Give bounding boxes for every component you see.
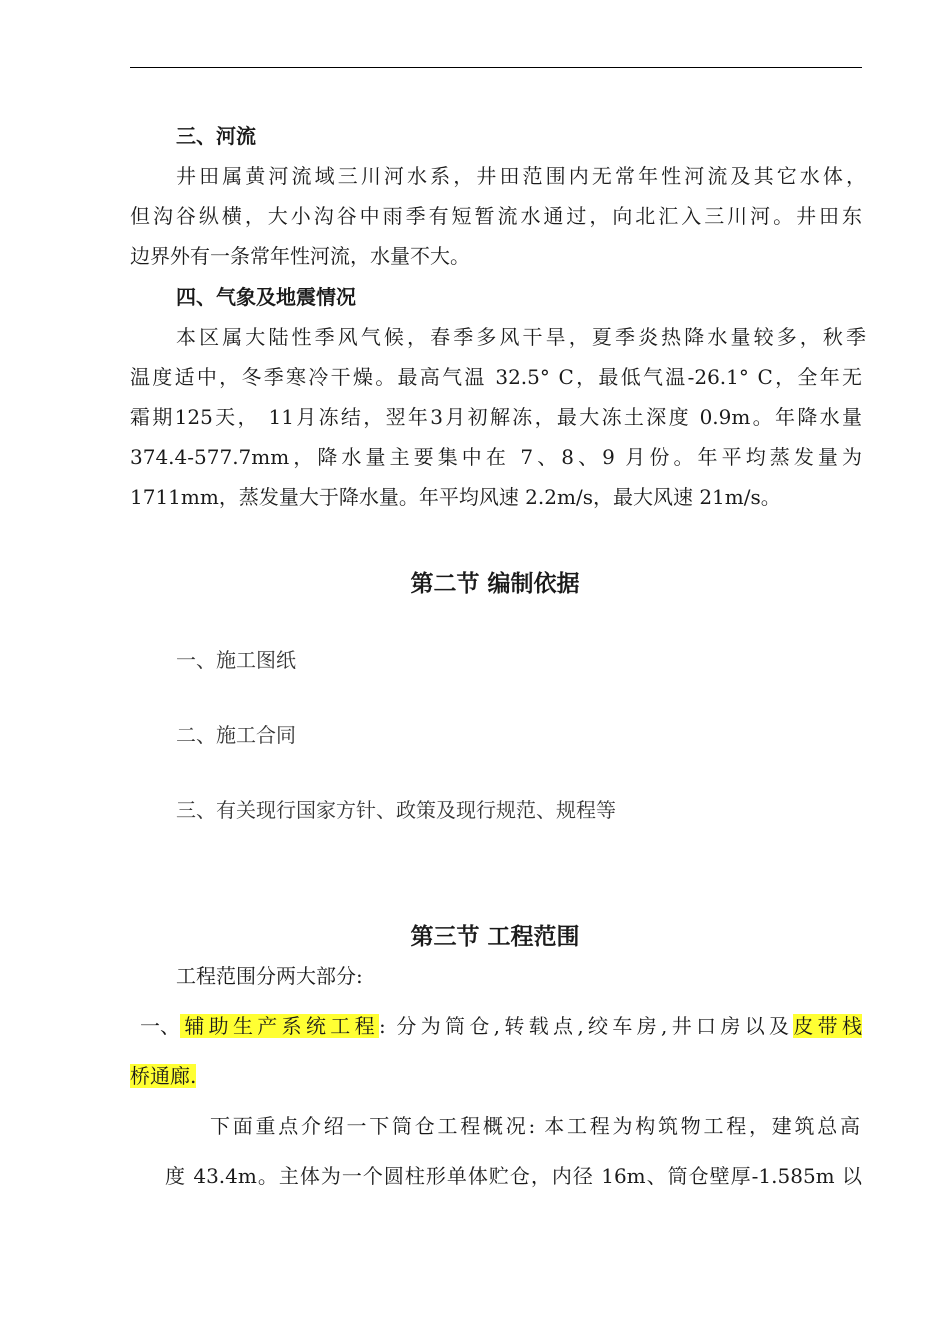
section-heading-climate: 四、气象及地震情况: [176, 285, 356, 309]
section-heading-rivers: 三、河流: [176, 124, 256, 148]
scope-item-prefix: 一、: [140, 1014, 180, 1038]
section-title-scope: 第三节 工程范围: [410, 923, 580, 950]
paragraph-line: 霜期125天， 11月冻结，翌年3月初解冻，最大冻土深度 0.9m。年降水量: [130, 405, 862, 429]
section-title-basis: 第二节 编制依据: [410, 570, 580, 597]
paragraph-line: 下面重点介绍一下筒仓工程概况: 本工程为构筑物工程，建筑总高: [210, 1114, 860, 1138]
paragraph-line: 但沟谷纵横，大小沟谷中雨季有短暂流水通过，向北汇入三川河。井田东: [130, 204, 862, 228]
list-item: 一、施工图纸: [176, 648, 296, 672]
highlight-auxiliary-system: 辅助生产系统工程: [180, 1014, 379, 1038]
scope-item-text: : 分为筒仓,转载点,绞车房,井口房以及: [378, 1014, 794, 1038]
paragraph-line: 温度适中，冬季寒冷干燥。最高气温 32.5° C，最低气温-26.1° C，全年无: [130, 365, 862, 389]
paragraph-line: 本区属大陆性季风气候，春季多风干旱，夏季炎热降水量较多，秋季: [176, 325, 866, 349]
list-item: 二、施工合同: [176, 723, 296, 747]
list-item: 三、有关现行国家方针、政策及现行规范、规程等: [176, 798, 616, 822]
paragraph-line: 井田属黄河流域三川河水系，井田范围内无常年性河流及其它水体，: [176, 164, 866, 188]
highlight-belt-trestle: 皮带栈: [793, 1014, 863, 1038]
paragraph-line: 374.4-577.7mm，降水量主要集中在 7、8、9 月份。年平均蒸发量为: [130, 445, 862, 469]
scope-item-line: [130, 1066, 196, 1086]
scope-item-line: [130, 1016, 862, 1036]
header-rule: [130, 67, 862, 68]
paragraph-line: 边界外有一条常年性河流，水量不大。: [130, 244, 470, 268]
scope-item-end: .: [190, 1064, 197, 1088]
paragraph-line: 1711mm，蒸发量大于降水量。年平均风速 2.2m/s，最大风速 21m/s。: [130, 485, 781, 509]
highlight-gallery: 桥通廊: [130, 1064, 190, 1088]
scope-intro: 工程范围分两大部分:: [176, 964, 363, 988]
paragraph-line: 度 43.4m。主体为一个圆柱形单体贮仓，内径 16m、筒仓壁厚-1.585m 以: [165, 1164, 862, 1188]
